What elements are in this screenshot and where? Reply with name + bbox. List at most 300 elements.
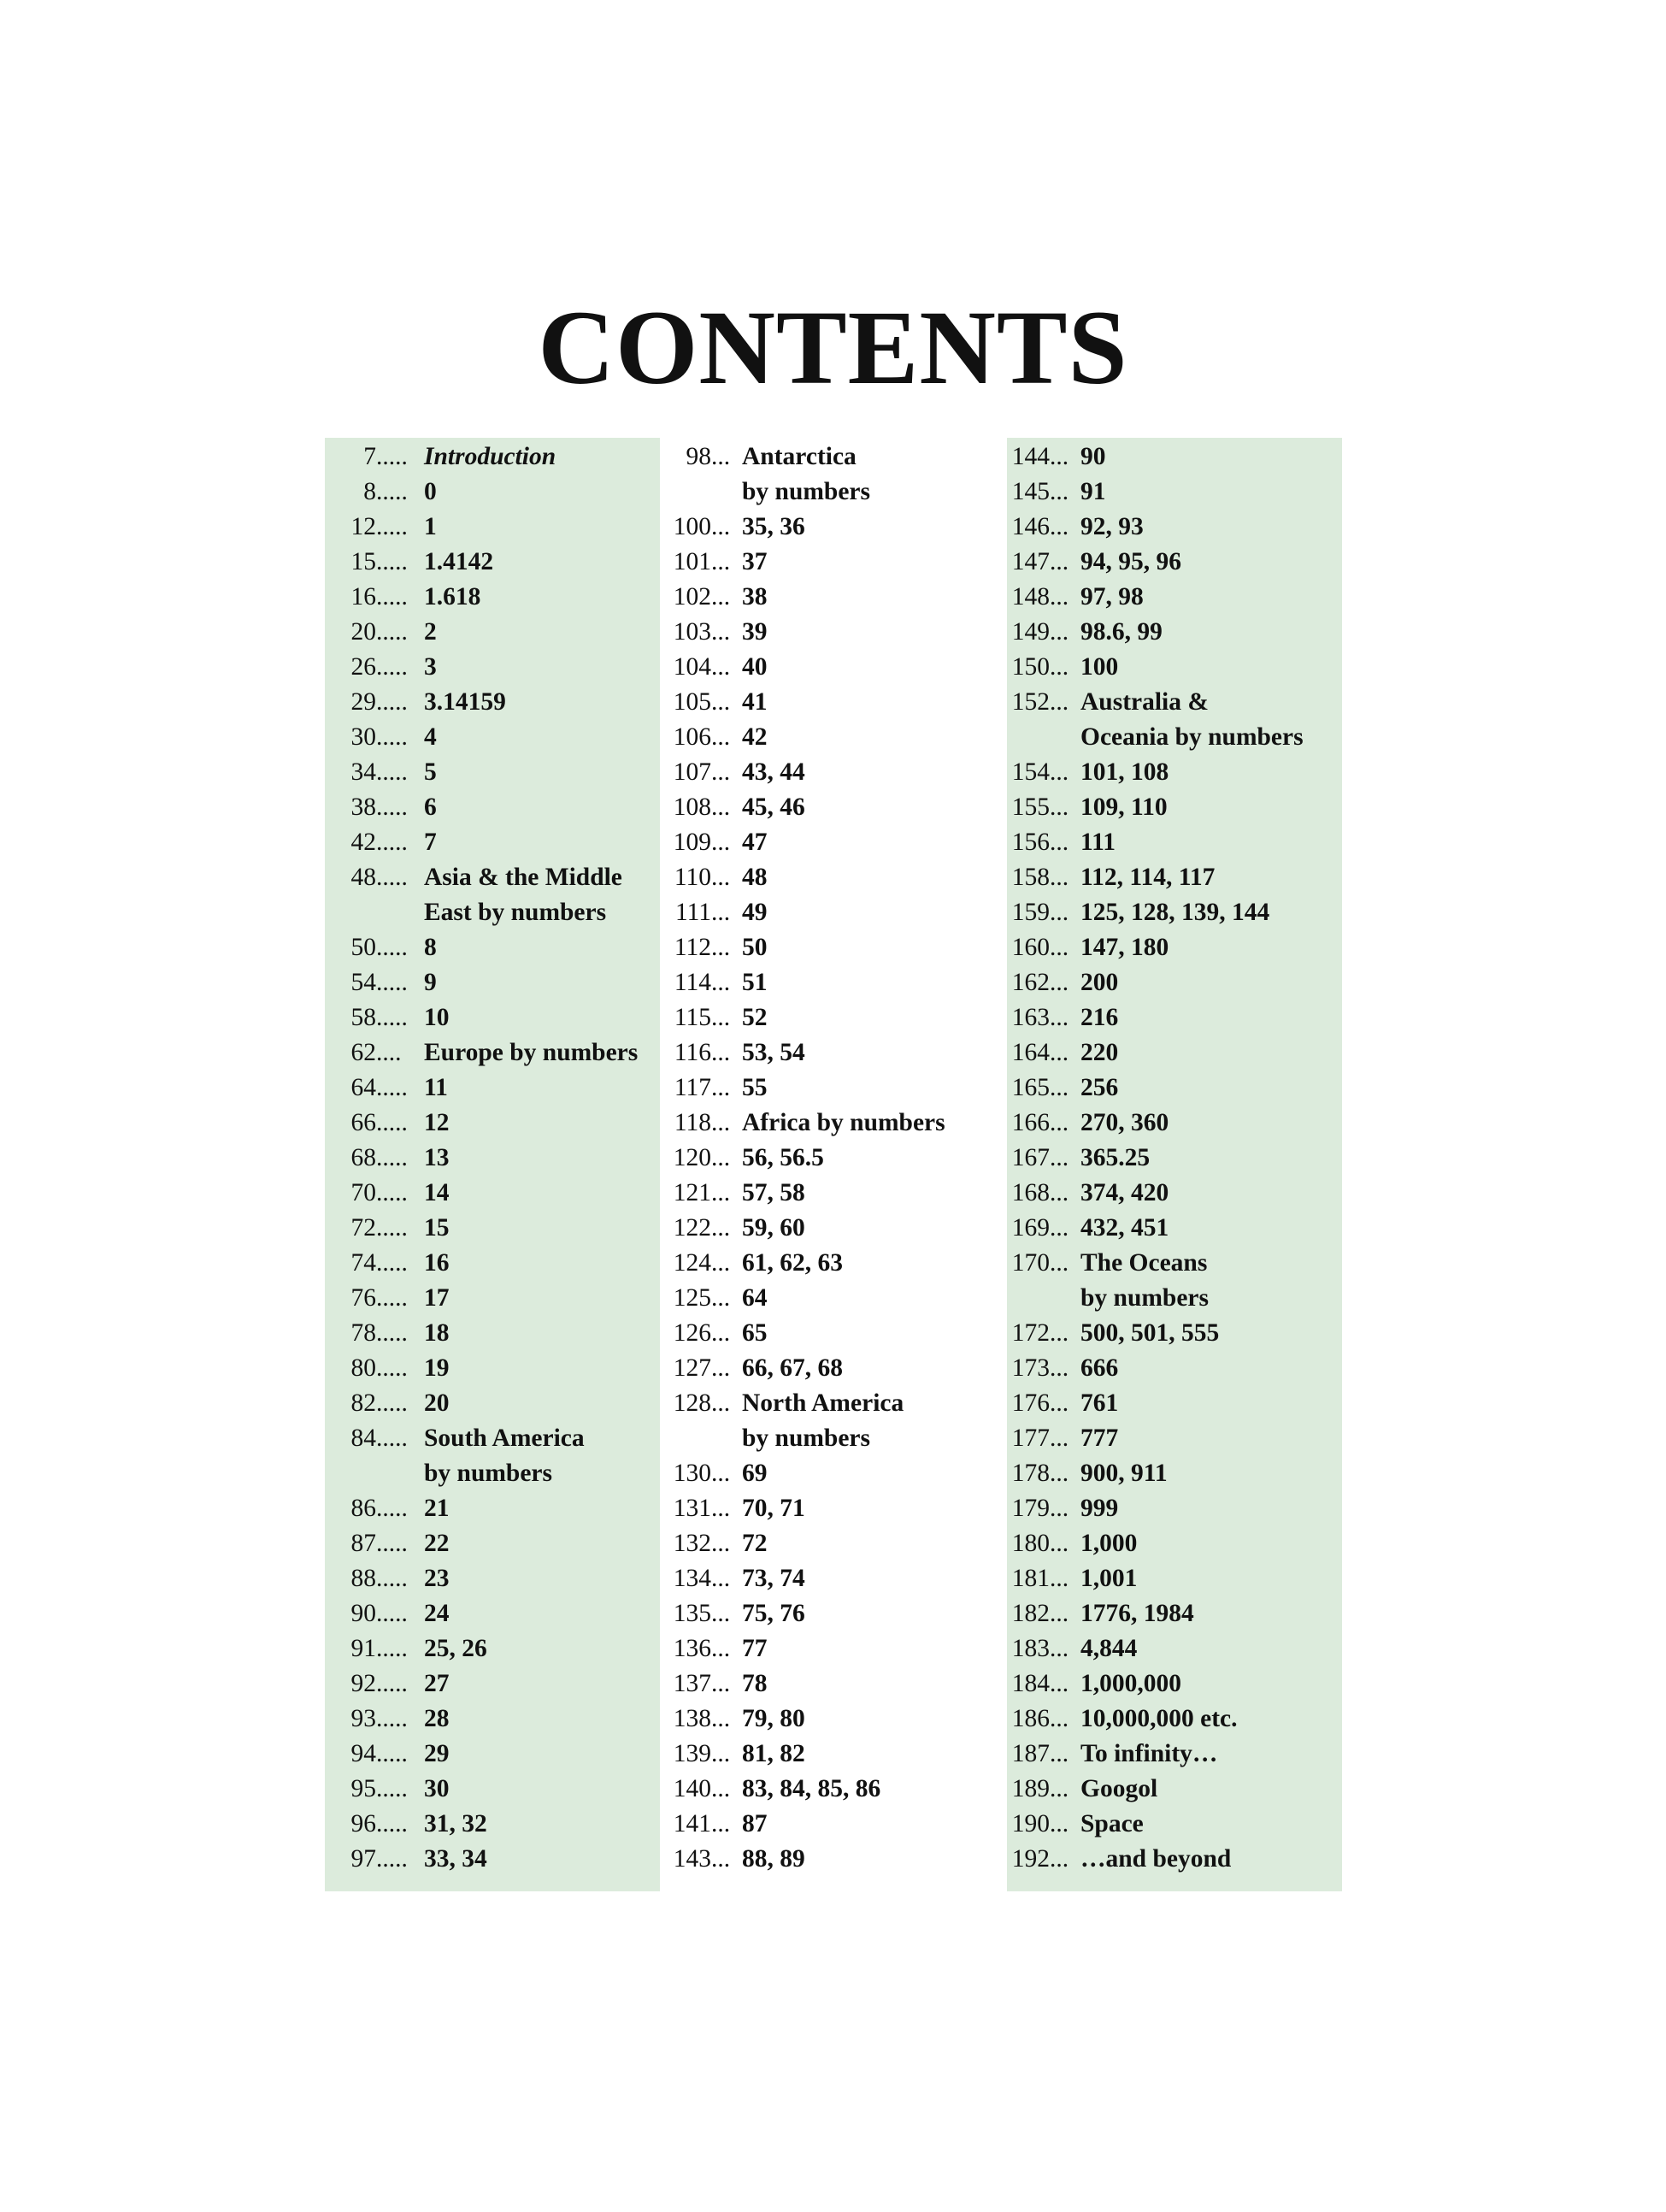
toc-entry [1007, 650, 1342, 685]
page-number: 192 [1011, 1845, 1050, 1873]
entry-title: 147, 180 [1080, 934, 1169, 961]
leader-dots: ... [711, 1249, 731, 1277]
leader-dots: ... [711, 1179, 731, 1206]
leader-dots: ... [1050, 1144, 1069, 1171]
leader-dots: ... [711, 1565, 731, 1592]
entry-title-continuation: by numbers [742, 478, 870, 505]
toc-entry [325, 510, 660, 545]
leader-dots: ..... [376, 1214, 408, 1242]
toc-entry [1007, 1702, 1342, 1737]
toc-entry [660, 1491, 995, 1526]
entry-title: 4,844 [1080, 1635, 1138, 1662]
leader-dots: ..... [376, 829, 408, 856]
toc-entry [325, 545, 660, 580]
page-number: 92 [350, 1670, 376, 1697]
leader-dots: ... [1050, 618, 1069, 646]
page-number: 127 [673, 1354, 711, 1382]
leader-dots: ... [1050, 1389, 1069, 1417]
page-number: 139 [673, 1740, 711, 1767]
leader-dots: ..... [376, 1845, 408, 1873]
leader-dots: ..... [376, 548, 408, 575]
toc-entry [1007, 1737, 1342, 1772]
entry-title: 66, 67, 68 [742, 1354, 843, 1382]
page-number: 104 [673, 653, 711, 681]
page-number: 93 [350, 1705, 376, 1732]
toc-entry [660, 545, 995, 580]
entry-title-continuation: by numbers [742, 1425, 870, 1452]
leader-dots: ... [711, 1319, 731, 1347]
entry-title: 47 [742, 829, 768, 856]
page-number: 160 [1011, 934, 1050, 961]
entry-title: 20 [424, 1389, 450, 1417]
toc-entry [1007, 930, 1342, 965]
leader-dots: ... [711, 1389, 731, 1417]
toc-entry [325, 720, 660, 755]
page-number: 34 [350, 758, 376, 786]
leader-dots: ... [711, 1039, 731, 1066]
leader-dots: ... [1050, 1179, 1069, 1206]
toc-entry [660, 1666, 995, 1702]
toc-entry [660, 439, 995, 475]
leader-dots: ... [1050, 793, 1069, 821]
leader-dots: ... [1050, 1039, 1069, 1066]
toc-entry [1007, 1631, 1342, 1666]
entry-title-continuation: East by numbers [424, 899, 607, 926]
page-number: 42 [350, 829, 376, 856]
leader-dots: ... [1050, 899, 1069, 926]
leader-dots: ..... [376, 688, 408, 716]
leader-dots: ... [1050, 1635, 1069, 1662]
toc-entry [325, 1702, 660, 1737]
page-number: 124 [673, 1249, 711, 1277]
leader-dots: ... [711, 653, 731, 681]
leader-dots: ... [711, 1074, 731, 1101]
contents-column-3 [1007, 438, 1342, 1891]
page-number: 16 [350, 583, 376, 611]
page-number: 101 [673, 548, 711, 575]
leader-dots: ... [1050, 1214, 1069, 1242]
toc-entry [660, 825, 995, 860]
entry-title: 22 [424, 1530, 450, 1557]
entry-title: 79, 80 [742, 1705, 805, 1732]
leader-dots: ..... [376, 969, 408, 996]
toc-entry [660, 1807, 995, 1842]
page-number: 76 [350, 1284, 376, 1312]
leader-dots: ... [1050, 443, 1069, 470]
toc-entry [660, 1316, 995, 1351]
page-number: 181 [1011, 1565, 1050, 1592]
page-number: 90 [350, 1600, 376, 1627]
page-number: 29 [350, 688, 376, 716]
entry-title: South America [424, 1425, 585, 1452]
toc-entry [1007, 1666, 1342, 1702]
page-number: 96 [350, 1810, 376, 1837]
leader-dots: ... [1050, 758, 1069, 786]
entry-title: 1,000 [1080, 1530, 1138, 1557]
entry-title: 101, 108 [1080, 758, 1169, 786]
entry-title: 73, 74 [742, 1565, 805, 1592]
leader-dots: ..... [376, 1179, 408, 1206]
entry-title: 87 [742, 1810, 768, 1837]
leader-dots: ... [711, 1705, 731, 1732]
page-number: 128 [673, 1389, 711, 1417]
leader-dots: ... [711, 1004, 731, 1031]
page-number: 166 [1011, 1109, 1050, 1136]
entry-title: 900, 911 [1080, 1460, 1168, 1487]
leader-dots: ..... [376, 758, 408, 786]
entry-title: 3.14159 [424, 688, 506, 716]
page-number: 116 [674, 1039, 711, 1066]
page-number: 8 [363, 478, 376, 505]
leader-dots: ..... [376, 1319, 408, 1347]
toc-entry [325, 1176, 660, 1211]
entry-title: The Oceans [1080, 1249, 1208, 1277]
toc-entry [660, 1035, 995, 1071]
leader-dots: ... [711, 1810, 731, 1837]
toc-entry [660, 965, 995, 1000]
leader-dots: ..... [376, 1530, 408, 1557]
page-number: 172 [1011, 1319, 1050, 1347]
toc-entry [325, 1035, 660, 1071]
entry-title: 81, 82 [742, 1740, 805, 1767]
toc-entry [325, 650, 660, 685]
entry-title: Space [1080, 1810, 1144, 1837]
toc-entry [325, 1491, 660, 1526]
entry-title: 92, 93 [1080, 513, 1144, 540]
leader-dots: ..... [376, 478, 408, 505]
contents-column-1 [325, 438, 660, 1891]
entry-title: 27 [424, 1670, 450, 1697]
toc-entry [660, 755, 995, 790]
entry-title: 40 [742, 653, 768, 681]
entry-title: 10,000,000 etc. [1080, 1705, 1238, 1732]
leader-dots: ... [1050, 478, 1069, 505]
entry-title: 39 [742, 618, 768, 646]
toc-entry [325, 1246, 660, 1281]
leader-dots: ..... [376, 443, 408, 470]
entry-title: 12 [424, 1109, 450, 1136]
leader-dots: ... [1050, 969, 1069, 996]
page-number: 48 [350, 864, 376, 891]
toc-entry [660, 1211, 995, 1246]
leader-dots: ... [1050, 1600, 1069, 1627]
toc-entry [1007, 1351, 1342, 1386]
page-number: 126 [673, 1319, 711, 1347]
page-number: 182 [1011, 1600, 1050, 1627]
leader-dots: ..... [376, 1775, 408, 1802]
entry-title: 97, 98 [1080, 583, 1144, 611]
page-number: 102 [673, 583, 711, 611]
page-number: 122 [673, 1214, 711, 1242]
entry-title: 125, 128, 139, 144 [1080, 899, 1270, 926]
leader-dots: ..... [376, 1600, 408, 1627]
leader-dots: ... [711, 618, 731, 646]
toc-entry [325, 1737, 660, 1772]
entry-title: 6 [424, 793, 437, 821]
leader-dots: ... [711, 969, 731, 996]
leader-dots: ... [711, 1740, 731, 1767]
page-number: 88 [350, 1565, 376, 1592]
toc-entry [660, 1596, 995, 1631]
leader-dots: ..... [376, 1810, 408, 1837]
toc-entry [325, 1316, 660, 1351]
entry-title: 94, 95, 96 [1080, 548, 1181, 575]
entry-title: 11 [424, 1074, 448, 1101]
page-number: 94 [350, 1740, 376, 1767]
toc-entry [325, 1666, 660, 1702]
page-number: 138 [673, 1705, 711, 1732]
page-number: 186 [1011, 1705, 1050, 1732]
entry-title: 72 [742, 1530, 768, 1557]
entry-title: 48 [742, 864, 768, 891]
toc-entry [325, 930, 660, 965]
toc-entry [1007, 895, 1342, 930]
page-number: 120 [673, 1144, 711, 1171]
entry-title: 98.6, 99 [1080, 618, 1163, 646]
leader-dots: ... [1050, 688, 1069, 716]
page-number: 74 [350, 1249, 376, 1277]
page-number: 15 [350, 548, 376, 575]
leader-dots: ... [1050, 1705, 1069, 1732]
entry-title: To infinity… [1080, 1740, 1218, 1767]
leader-dots: ... [711, 1635, 731, 1662]
entry-title: 64 [742, 1284, 768, 1312]
entry-title: 666 [1080, 1354, 1119, 1382]
entry-title: 24 [424, 1600, 450, 1627]
toc-entry [325, 1807, 660, 1842]
leader-dots: ... [711, 1109, 731, 1136]
toc-entry [660, 580, 995, 615]
toc-entry [660, 720, 995, 755]
leader-dots: ... [711, 1495, 731, 1522]
toc-entry [660, 1281, 995, 1316]
entry-title: 10 [424, 1004, 450, 1031]
leader-dots: ..... [376, 1354, 408, 1382]
toc-entry [1007, 1035, 1342, 1071]
entry-title: 31, 32 [424, 1810, 487, 1837]
toc-entry-continuation [660, 475, 995, 510]
entry-title: 16 [424, 1249, 450, 1277]
toc-entry [660, 1386, 995, 1421]
entry-title: 761 [1080, 1389, 1119, 1417]
page-number: 164 [1011, 1039, 1050, 1066]
leader-dots: ... [1050, 1845, 1069, 1873]
toc-entry [1007, 1421, 1342, 1456]
toc-entry [325, 1596, 660, 1631]
leader-dots: ... [1050, 1109, 1069, 1136]
leader-dots: ..... [376, 723, 408, 751]
entry-title: 13 [424, 1144, 450, 1171]
leader-dots: ... [1050, 829, 1069, 856]
toc-entry [1007, 580, 1342, 615]
entry-title: 83, 84, 85, 86 [742, 1775, 881, 1802]
entry-title: 75, 76 [742, 1600, 805, 1627]
leader-dots: ... [711, 1775, 731, 1802]
page-number: 7 [363, 443, 376, 470]
page-number: 107 [673, 758, 711, 786]
leader-dots: ..... [376, 1004, 408, 1031]
entry-title: 5 [424, 758, 437, 786]
toc-entry [1007, 825, 1342, 860]
toc-entry [1007, 860, 1342, 895]
page-number: 134 [673, 1565, 711, 1592]
page-number: 66 [350, 1109, 376, 1136]
page-number: 148 [1011, 583, 1050, 611]
toc-entry [1007, 1526, 1342, 1561]
page-number: 114 [674, 969, 711, 996]
toc-entry [1007, 1211, 1342, 1246]
page-number: 97 [350, 1845, 376, 1873]
toc-entry [1007, 685, 1342, 720]
entry-title: 216 [1080, 1004, 1119, 1031]
leader-dots: ... [711, 1284, 731, 1312]
toc-entry [325, 1842, 660, 1877]
entry-title: 112, 114, 117 [1080, 864, 1216, 891]
leader-dots: ... [711, 723, 731, 751]
leader-dots: ... [711, 758, 731, 786]
leader-dots: ..... [376, 864, 408, 891]
toc-entry-continuation [325, 1456, 660, 1491]
page-number: 38 [350, 793, 376, 821]
toc-entry [1007, 1772, 1342, 1807]
entry-title: 1 [424, 513, 437, 540]
toc-entry [325, 1631, 660, 1666]
page-number: 154 [1011, 758, 1050, 786]
toc-entry [660, 685, 995, 720]
page-number: 30 [350, 723, 376, 751]
entry-title: 220 [1080, 1039, 1119, 1066]
page-number: 145 [1011, 478, 1050, 505]
page-number: 137 [673, 1670, 711, 1697]
page-number: 149 [1011, 618, 1050, 646]
toc-entry [660, 930, 995, 965]
toc-entry [660, 615, 995, 650]
toc-entry [325, 1386, 660, 1421]
leader-dots: ... [1050, 934, 1069, 961]
entry-title: Antarctica [742, 443, 857, 470]
leader-dots: ... [711, 1460, 731, 1487]
entry-title: Australia & [1080, 688, 1209, 716]
page-number: 70 [350, 1179, 376, 1206]
entry-title: 17 [424, 1284, 450, 1312]
entry-title: 78 [742, 1670, 768, 1697]
toc-entry [660, 1351, 995, 1386]
page-number: 64 [350, 1074, 376, 1101]
entry-title: 14 [424, 1179, 450, 1206]
entry-title: 1.618 [424, 583, 481, 611]
entry-title: 500, 501, 555 [1080, 1319, 1220, 1347]
entry-title: 45, 46 [742, 793, 805, 821]
leader-dots: ... [1050, 1004, 1069, 1031]
page-number: 100 [673, 513, 711, 540]
page-number: 132 [673, 1530, 711, 1557]
page-number: 147 [1011, 548, 1050, 575]
entry-title: Africa by numbers [742, 1109, 945, 1136]
entry-title: 8 [424, 934, 437, 961]
entry-title: 37 [742, 548, 768, 575]
page-number: 58 [350, 1004, 376, 1031]
entry-title: 432, 451 [1080, 1214, 1169, 1242]
page-number: 26 [350, 653, 376, 681]
page-number: 165 [1011, 1074, 1050, 1101]
page-number: 54 [350, 969, 376, 996]
toc-entry [325, 475, 660, 510]
page-number: 109 [673, 829, 711, 856]
entry-title: 41 [742, 688, 768, 716]
page-number: 187 [1011, 1740, 1050, 1767]
page-number: 180 [1011, 1530, 1050, 1557]
toc-entry [660, 510, 995, 545]
entry-title: 70, 71 [742, 1495, 805, 1522]
page-number: 105 [673, 688, 711, 716]
page-number: 179 [1011, 1495, 1050, 1522]
toc-entry [325, 1106, 660, 1141]
entry-title: 365.25 [1080, 1144, 1151, 1171]
leader-dots: ... [1050, 653, 1069, 681]
leader-dots: ..... [376, 1074, 408, 1101]
leader-dots: ... [1050, 1460, 1069, 1487]
page-number: 20 [350, 618, 376, 646]
toc-entry [1007, 475, 1342, 510]
page-number: 155 [1011, 793, 1050, 821]
toc-entry [660, 1702, 995, 1737]
toc-entry [660, 1842, 995, 1877]
page-number: 84 [350, 1425, 376, 1452]
toc-entry [660, 790, 995, 825]
page-number: 50 [350, 934, 376, 961]
toc-entry [325, 965, 660, 1000]
entry-title: 1,000,000 [1080, 1670, 1181, 1697]
leader-dots: ... [1050, 1074, 1069, 1101]
leader-dots: ... [711, 899, 731, 926]
toc-entry [660, 1176, 995, 1211]
leader-dots: ... [711, 1144, 731, 1171]
leader-dots: ... [1050, 1249, 1069, 1277]
page-number: 159 [1011, 899, 1050, 926]
page-number: 177 [1011, 1425, 1050, 1452]
leader-dots: ... [711, 1845, 731, 1873]
leader-dots: ... [1050, 1565, 1069, 1592]
toc-entry [325, 1000, 660, 1035]
leader-dots: ... [711, 583, 731, 611]
toc-entry [660, 1106, 995, 1141]
page-number: 112 [674, 934, 711, 961]
toc-entry [325, 439, 660, 475]
page-number: 87 [350, 1530, 376, 1557]
leader-dots: ... [711, 1600, 731, 1627]
page-number: 110 [674, 864, 711, 891]
toc-entry [1007, 1141, 1342, 1176]
leader-dots: ... [711, 1354, 731, 1382]
page-number: 190 [1011, 1810, 1050, 1837]
entry-title: 69 [742, 1460, 768, 1487]
toc-entry [660, 1772, 995, 1807]
page-number: 91 [350, 1635, 376, 1662]
page-number: 98 [686, 443, 711, 470]
page-number: 152 [1011, 688, 1050, 716]
entry-title: 43, 44 [742, 758, 805, 786]
page-number: 144 [1011, 443, 1050, 470]
toc-entry [1007, 1106, 1342, 1141]
page-number: 163 [1011, 1004, 1050, 1031]
leader-dots: ... [1050, 1670, 1069, 1697]
leader-dots: ... [711, 1214, 731, 1242]
page-number: 111 [674, 899, 711, 926]
toc-entry [660, 1561, 995, 1596]
entry-title-continuation: Oceania by numbers [1080, 723, 1304, 751]
leader-dots: ..... [376, 934, 408, 961]
entry-title: North America [742, 1389, 904, 1417]
